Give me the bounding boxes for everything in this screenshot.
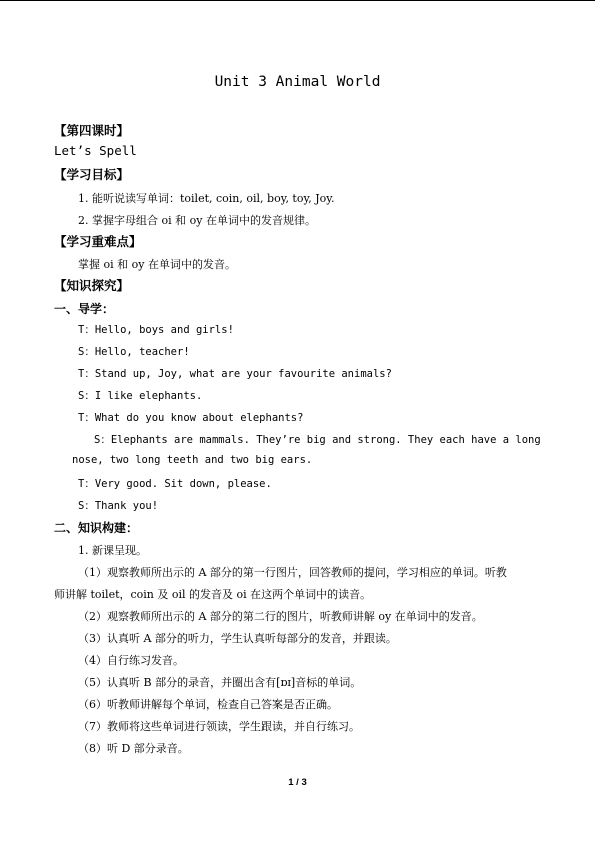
dialogue-line: nose, two long teeth and two big ears. bbox=[72, 454, 313, 466]
lesson-title: Let’s Spell bbox=[54, 143, 137, 158]
guide-heading: 一、导学： bbox=[54, 302, 115, 316]
document-title: Unit 3 Animal World bbox=[214, 74, 381, 90]
page-number: 1 / 3 bbox=[288, 777, 307, 788]
dialogue-line: S：Elephants are mammals. They’re big and strong. They each have a long bbox=[94, 434, 541, 446]
build-item: （2）观察教师所出示的 A 部分的第二行的图片，听教师讲解 oy 在单词中的发音。 bbox=[78, 610, 483, 623]
key-points-heading: 【学习重难点】 bbox=[54, 234, 142, 249]
dialogue-line: T：Hello, boys and girls! bbox=[78, 324, 234, 336]
dialogue-line: S：I like elephants. bbox=[78, 390, 203, 402]
build-item: （8）听 D 部分录音。 bbox=[78, 742, 189, 755]
build-item: （4）自行练习发音。 bbox=[78, 654, 184, 667]
build-item: （5）认真听 B 部分的录音，并圈出含有[ɒɪ]音标的单词。 bbox=[78, 676, 362, 689]
key-point-text: 掌握 oi 和 oy 在单词中的发音。 bbox=[78, 258, 236, 271]
dialogue-line: T：What do you know about elephants? bbox=[78, 412, 304, 424]
explore-heading: 【知识探究】 bbox=[54, 278, 130, 293]
top-border-line bbox=[0, 0, 595, 1]
build-item: （1）观察教师所出示的 A 部分的第一行图片，回答教师的提问，学习相应的单词。听教 bbox=[78, 566, 507, 579]
goals-heading: 【学习目标】 bbox=[54, 167, 130, 182]
dialogue-line: T：Very good. Sit down, please. bbox=[78, 478, 272, 490]
build-item: 1. 新课呈现。 bbox=[78, 544, 147, 557]
dialogue-line: T：Stand up, Joy, what are your favourite animals? bbox=[78, 368, 392, 380]
goal-item: 2. 掌握字母组合 oi 和 oy 在单词中的发音规律。 bbox=[78, 214, 316, 227]
build-item: （6）听教师讲解每个单词，检查自己答案是否正确。 bbox=[78, 698, 338, 711]
build-heading: 二、知识构建： bbox=[54, 521, 139, 535]
build-item: （3）认真听 A 部分的听力，学生认真听每部分的发音，并跟读。 bbox=[78, 632, 397, 645]
goal-item: 1. 能听说读写单词：toilet, coin, oil, boy, toy, Joy. bbox=[78, 192, 335, 205]
build-item: 师讲解 toilet，coin 及 oil 的发音及 oi 在这两个单词中的读音。 bbox=[54, 588, 372, 601]
dialogue-line: S：Thank you! bbox=[78, 500, 159, 512]
build-item: （7）教师将这些单词进行领读，学生跟读，并自行练习。 bbox=[78, 720, 360, 733]
dialogue-line: S：Hello, teacher! bbox=[78, 346, 190, 358]
period-heading: 【第四课时】 bbox=[54, 123, 130, 138]
